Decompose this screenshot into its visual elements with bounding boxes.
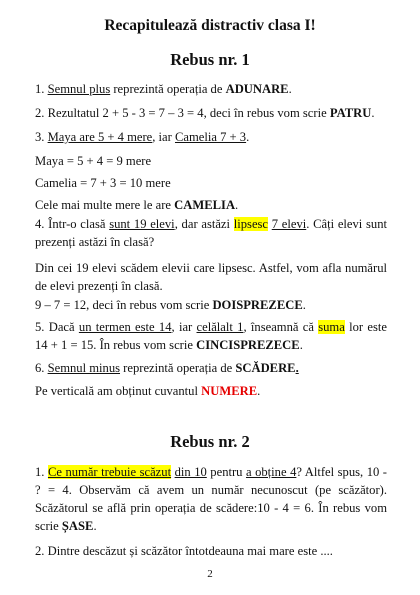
text-run: . xyxy=(288,82,292,96)
answer-word: ȘASE xyxy=(61,519,94,533)
text-run: 4. Într-o clasă xyxy=(35,217,110,231)
rebus1-item-4-answer xyxy=(35,296,387,314)
rebus2-item-1 xyxy=(35,463,387,535)
vertical-answer-word: NUMERE xyxy=(201,384,258,398)
text-run: , dar astăzi xyxy=(174,217,234,231)
rebus2-item-2: 2. Dintre descăzut și scăzător întotdeauna mai mare este .... xyxy=(35,544,333,558)
text-run: . Câți elevi sunt prezenți astăzi în clasă? xyxy=(35,217,388,249)
rebus1-item-2 xyxy=(35,104,387,122)
rebus1-item-5 xyxy=(35,318,387,354)
text-run: lor este 14 + 1 = 15. În rebus vom scrie xyxy=(35,320,387,352)
underlined-text: Semnul plus xyxy=(47,82,111,96)
text-run: 1. xyxy=(35,82,48,96)
text-run: . xyxy=(299,338,303,352)
answer-word: CAMELIA xyxy=(174,198,236,212)
text-run: Cele mai multe mere le are xyxy=(35,198,175,212)
text-run: , iar xyxy=(171,320,197,334)
rebus2-heading: Rebus nr. 2 xyxy=(170,432,250,451)
answer-word: CINCISPREZECE xyxy=(196,338,300,352)
underlined-text: a obține 4 xyxy=(245,465,297,479)
text-run: . xyxy=(295,361,299,375)
text-run: 3. xyxy=(35,130,48,144)
underlined-text: din 10 xyxy=(174,465,207,479)
answer-word: SCĂDERE xyxy=(235,361,296,375)
text-run: , iar xyxy=(152,130,175,144)
camelia-calculation: Camelia = 7 + 3 = 10 mere xyxy=(35,176,171,190)
text-run: reprezintă operația de xyxy=(120,361,236,375)
page-number: 2 xyxy=(207,568,213,580)
text-run: 6. xyxy=(35,361,48,375)
text-run: . xyxy=(235,198,239,212)
underlined-text: Semnul minus xyxy=(47,361,121,375)
underlined-text: celălalt 1 xyxy=(196,320,244,334)
text-run: Pe verticală am obținut cuvantul xyxy=(35,384,202,398)
underlined-text: Camelia 7 + 3 xyxy=(174,130,247,144)
rebus1-item-3-answer xyxy=(35,196,387,214)
rebus1-item-1 xyxy=(35,80,387,98)
answer-word: PATRU xyxy=(329,106,372,120)
rebus1-final xyxy=(35,382,387,400)
highlighted-text: lipsesc xyxy=(233,217,269,231)
text-run: 9 – 7 = 12, deci în rebus vom scrie xyxy=(35,298,213,312)
rebus1-item-4-explanation: Din cei 19 elevi scădem elevii care lipsesc. Astfel, vom afla numărul de elevi prezenți în clasă. xyxy=(35,261,387,293)
underlined-text: sunt 19 elevi xyxy=(109,217,175,231)
answer-word: DOISPREZECE xyxy=(212,298,303,312)
text-run: reprezintă operația de xyxy=(110,82,226,96)
rebus1-item-6 xyxy=(35,359,387,377)
highlighted-text: suma xyxy=(318,320,345,334)
page-title: Recapitulează distractiv clasa I! xyxy=(104,17,316,34)
text-run: . xyxy=(371,106,375,120)
highlighted-text: Ce număr trebuie scăzut xyxy=(47,465,172,479)
rebus1-heading: Rebus nr. 1 xyxy=(170,50,250,69)
maya-calculation: Maya = 5 + 4 = 9 mere xyxy=(35,154,152,168)
rebus1-item-4 xyxy=(35,215,387,251)
text-run: ? Altfel spus, 10 - ? = 4. Observăm că avem un număr necunoscut (pe scăzător). Scăzătorul se află prin operația de scădere:10 - 4 = 6. În rebus vom scrie xyxy=(35,465,387,533)
answer-word: ADUNARE xyxy=(225,82,289,96)
underlined-text: Maya are 5 + 4 mere xyxy=(47,130,153,144)
text-run: . xyxy=(257,384,261,398)
rebus1-item-3 xyxy=(35,128,387,146)
underlined-text: 7 elevi xyxy=(271,217,307,231)
text-run: . xyxy=(302,298,306,312)
text-run: 2. Rezultatul 2 + 5 - 3 = 7 – 3 = 4, deci în rebus vom scrie xyxy=(35,106,330,120)
text-run: pentru xyxy=(206,465,246,479)
text-run: 1. xyxy=(35,465,48,479)
text-run: . xyxy=(246,130,250,144)
text-run: . xyxy=(93,519,97,533)
text-run: , înseamnă că xyxy=(243,320,319,334)
underlined-text: un termen este 14 xyxy=(78,320,172,334)
text-run: 5. Dacă xyxy=(35,320,79,334)
